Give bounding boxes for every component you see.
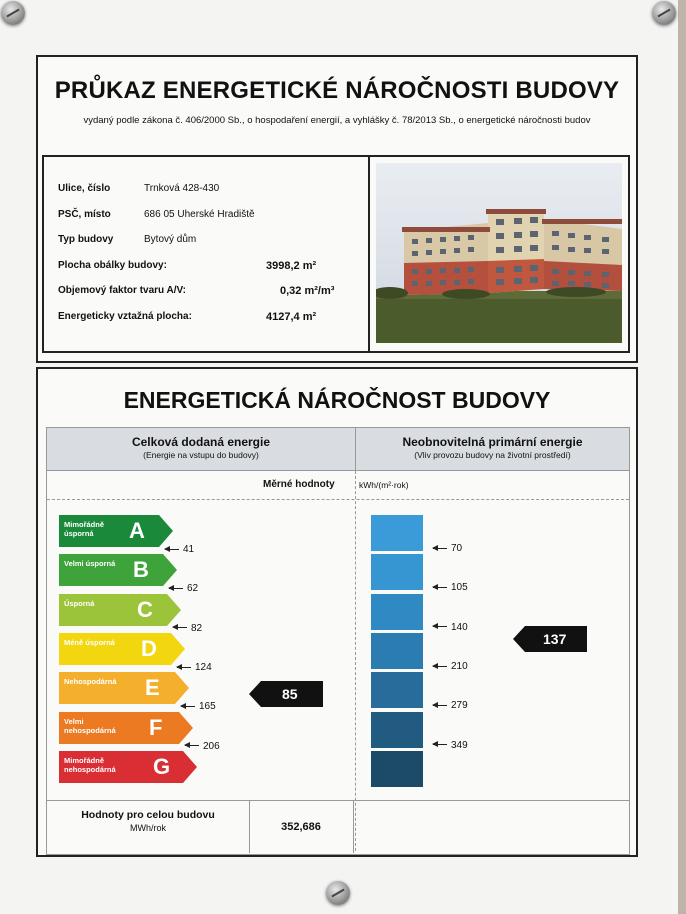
energy-class-label: Mimořádně nehospodárná: [64, 755, 116, 774]
primary-scale-segment: [371, 554, 423, 590]
threshold-value: 140: [451, 621, 468, 633]
threshold-arrow-icon: [433, 705, 447, 706]
energy-class-letter: B: [133, 557, 149, 583]
envelope-row: [58, 260, 317, 272]
envelope-label: Plocha obálky budovy:: [58, 260, 167, 271]
threshold-value: 82: [191, 622, 203, 634]
board-edge: [678, 0, 686, 914]
energy-class-a: [59, 515, 173, 547]
screw-top-right: [652, 1, 676, 25]
threshold-arrow-icon: [169, 588, 183, 589]
type-value: Bytový dům: [144, 234, 197, 245]
threshold-value: 70: [451, 543, 463, 554]
zip-row: [58, 209, 255, 220]
threshold-value: 165: [199, 701, 216, 713]
delivered-value-indicator: [249, 681, 323, 707]
energy-class-c: [59, 594, 181, 626]
threshold-arrow-icon: [185, 745, 199, 746]
threshold-value: 349: [451, 739, 468, 751]
threshold-arrow-icon: [165, 549, 179, 550]
rating-title: ENERGETICKÁ NÁROČNOST BUDOVY: [123, 387, 551, 413]
type-row: [58, 234, 197, 245]
primary-value-indicator: [513, 626, 587, 652]
threshold-arrow-icon: [433, 626, 447, 627]
primary-threshold: [433, 740, 468, 751]
threshold-arrow-icon: [433, 744, 447, 745]
units-value: kWh/(m²·rok): [359, 480, 409, 490]
whole-building-label-cell: [47, 801, 250, 853]
whole-building-row: [47, 800, 629, 853]
primary-threshold: [433, 700, 468, 711]
primary-energy-title: Neobnovitelná primární energie: [402, 435, 583, 449]
area-row: [58, 311, 317, 323]
threshold-arrow-icon: [177, 667, 191, 668]
threshold-arrow-icon: [433, 587, 447, 588]
whole-building-value: 352,686: [249, 801, 354, 853]
energy-class-letter: D: [141, 635, 157, 661]
zip-value: 686 05 Uherské Hradiště: [144, 209, 255, 220]
screw-bottom: [326, 881, 350, 905]
threshold-value: 210: [451, 660, 468, 672]
threshold-value: 279: [451, 700, 468, 712]
energy-class-label: Nehospodárná: [64, 677, 117, 687]
certificate-title: PRŮKAZ ENERGETICKÉ NÁROČNOSTI BUDOVY: [54, 77, 620, 104]
threshold-value: 124: [195, 661, 212, 673]
primary-energy-header: [356, 428, 629, 471]
delivered-energy-header: [47, 428, 356, 471]
primary-energy-subtitle: (Vliv provozu budovy na životní prostředí): [414, 450, 571, 460]
delivered-energy-title: Celková dodaná energie: [131, 435, 271, 449]
energy-class-e: [59, 672, 189, 704]
screw-top-left: [1, 1, 25, 25]
delivered-energy-subtitle: (Energie na vstupu do budovy): [143, 450, 259, 460]
energy-class-label: Mimořádně úsporná: [64, 520, 105, 538]
primary-scale-segment: [371, 515, 423, 551]
primary-threshold: [433, 582, 468, 593]
primary-scale-segment: [371, 712, 423, 748]
street-label: Ulice, číslo: [58, 183, 111, 194]
primary-threshold: [433, 543, 462, 554]
shape-label: Objemový faktor tvaru A/V:: [58, 285, 186, 296]
energy-class-label: Velmi nehospodárná: [64, 716, 116, 735]
building-photo-frame: [368, 155, 630, 353]
energy-class-letter: E: [145, 675, 160, 701]
energy-class-d: [59, 633, 185, 665]
certificate-header-panel: [36, 55, 638, 363]
primary-threshold: [433, 661, 468, 672]
rating-table: [46, 427, 630, 855]
energy-class-g: [59, 751, 197, 783]
column-divider: [355, 471, 356, 851]
threshold-arrow-icon: [433, 548, 447, 549]
envelope-value: 3998,2 m²: [266, 260, 317, 272]
threshold-arrow-icon: [433, 666, 447, 667]
energy-class-letter: C: [137, 596, 153, 622]
building-info-box: [42, 155, 370, 353]
threshold-arrow-icon: [181, 706, 195, 707]
energy-class-label: Úsporná: [64, 598, 95, 608]
units-row: [47, 471, 629, 500]
shape-row: [58, 285, 335, 297]
threshold-value: 62: [187, 583, 199, 595]
energy-class-label: Méně úsporná: [64, 637, 115, 647]
certificate-subtitle: vydaný podle zákona č. 406/2000 Sb., o hospodaření energií, a vyhlášky č. 78/2013 Sb., o energetické náročnosti budov: [83, 115, 591, 126]
threshold-value: 41: [183, 544, 195, 555]
primary-scale-segment: [371, 594, 423, 630]
shape-value: 0,32 m²/m³: [280, 285, 335, 297]
primary-scale-segment: [371, 633, 423, 669]
energy-class-letter: G: [153, 753, 171, 779]
building-photo: [376, 163, 622, 343]
energy-class-label: Velmi úsporná: [64, 559, 116, 569]
whole-building-label: Hodnoty pro celou budovu: [81, 809, 215, 821]
energy-class-letter: F: [149, 714, 163, 740]
energy-rating-panel: [36, 367, 638, 857]
zip-label: PSČ, místo: [58, 209, 111, 220]
threshold-value: 206: [203, 740, 220, 752]
primary-threshold: [433, 622, 468, 633]
energy-class-letter: A: [129, 518, 145, 543]
energy-class-b: [59, 554, 177, 586]
primary-value: 137: [543, 631, 567, 647]
threshold-value: 105: [451, 582, 468, 594]
primary-scale-segment: [371, 672, 423, 708]
whole-building-unit: MWh/rok: [130, 823, 166, 833]
area-value: 4127,4 m²: [266, 311, 317, 323]
street-row: [58, 183, 220, 194]
type-label: Typ budovy: [58, 234, 114, 245]
threshold-arrow-icon: [173, 627, 187, 628]
energy-class-f: [59, 712, 193, 744]
primary-scale-segment: [371, 751, 423, 787]
area-label: Energeticky vztažná plocha:: [58, 311, 192, 322]
delivered-value: 85: [282, 686, 298, 702]
units-label: Měrné hodnoty: [263, 479, 335, 490]
street-value: Trnková 428-430: [144, 183, 220, 194]
